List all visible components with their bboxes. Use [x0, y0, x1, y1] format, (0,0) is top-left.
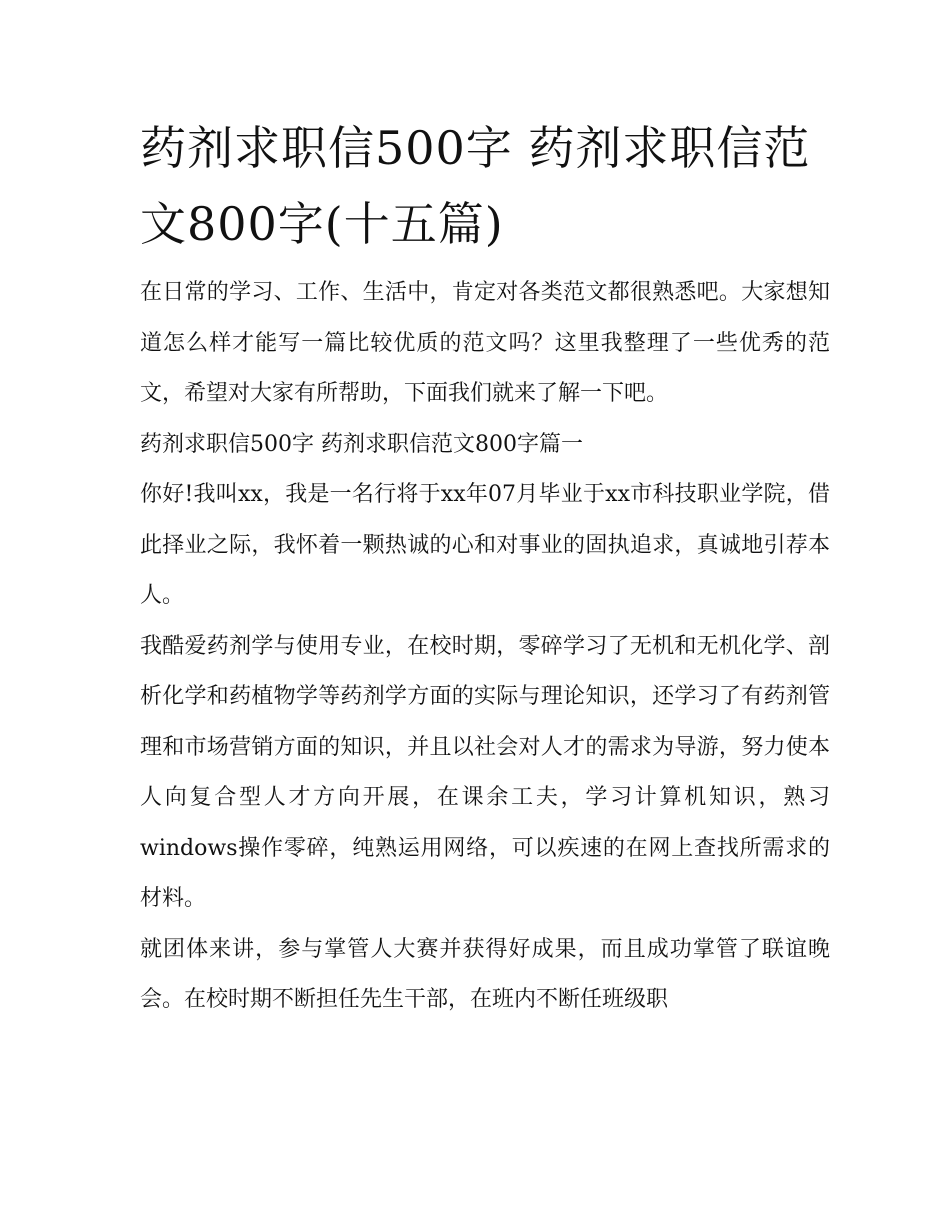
paragraph-activities: 就团体来讲，参与掌管人大赛并获得好成果，而且成功掌管了联谊晚会。在校时期不断担任先生干部，在班内不断任班级职	[140, 936, 830, 1012]
paragraph-studies: 我酷爱药剂学与使用专业，在校时期，零碎学习了无机和无机化学、剖析化学和药植物学等药剂学方面的实际与理论知识，还学习了有药剂管理和市场营销方面的知识，并且以社会对人才的需求为导游，努力使本人向复合型人才方向开展，在课余工夫，学习计算机知识，熟习windows操作零碎，纯熟运用网络，可以疾速的在网上查找所需求的材料。	[140, 633, 830, 911]
section-heading: 药剂求职信500字 药剂求职信范文800字篇一	[140, 431, 583, 457]
document-body	[140, 110, 830, 1026]
paragraph-intro: 在日常的学习、工作、生活中，肯定对各类范文都很熟悉吧。大家想知道怎么样才能写一篇比较优质的范文吗？这里我整理了一些优秀的范文，希望对大家有所帮助，下面我们就来了解一下吧。	[140, 280, 830, 406]
paragraph-greeting: 你好!我叫xx，我是一名行将于xx年07月毕业于xx市科技职业学院，借此择业之际，我怀着一颗热诚的心和对事业的固执追求，真诚地引荐本人。	[140, 482, 830, 608]
document-title: 药剂求职信500字 药剂求职信范文800字(十五篇)	[140, 121, 811, 251]
